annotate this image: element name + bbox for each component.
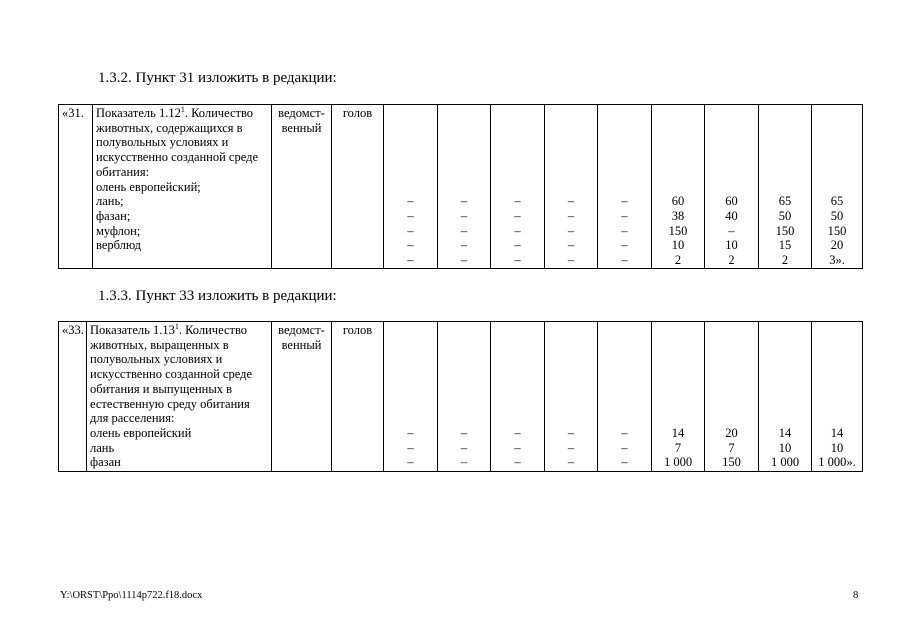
value-column: – – – – – bbox=[598, 105, 652, 269]
indicator-description: Показатель 1.13$^1$. Количество животных, выращенных в полувольных условиях и искусственно созданной среде обитания и выпущенных в естественную среду обитания для расселения: олень европейский лань фазан bbox=[87, 322, 272, 472]
section-heading-33: 1.3.3. Пункт 33 изложить в редакции: bbox=[98, 288, 337, 304]
value-column: – – – bbox=[438, 322, 491, 472]
indicator-table-33 bbox=[58, 321, 863, 472]
data-source: ведомст-венный bbox=[272, 105, 332, 269]
value-column: 65 50 150 20 3». bbox=[812, 105, 863, 269]
value-column: 20 7 150 bbox=[705, 322, 759, 472]
value-column: 14 10 1 000 bbox=[759, 322, 812, 472]
table-row bbox=[59, 322, 863, 472]
value-column: 14 10 1 000». bbox=[812, 322, 863, 472]
value-column: 14 7 1 000 bbox=[652, 322, 705, 472]
value-column: – – – bbox=[384, 322, 438, 472]
value-column: – – – bbox=[491, 322, 545, 472]
unit: голов bbox=[332, 322, 384, 472]
unit: голов bbox=[332, 105, 384, 269]
value-column: – – – bbox=[598, 322, 652, 472]
value-column: – – – bbox=[545, 322, 598, 472]
value-column: – – – – – bbox=[545, 105, 598, 269]
row-number: «31. bbox=[59, 105, 93, 269]
data-source: ведомст-венный bbox=[272, 322, 332, 472]
value-column: – – – – – bbox=[491, 105, 545, 269]
indicator-description: Показатель 1.12$^1$. Количество животных, содержащихся в полувольных условиях и искусственно созданной среде обитания: олень европейский; лань; фазан; муфлон; верблюд bbox=[93, 105, 272, 269]
value-column: – – – – – bbox=[384, 105, 438, 269]
value-column: 60 40 – 10 2 bbox=[705, 105, 759, 269]
value-column: 65 50 150 15 2 bbox=[759, 105, 812, 269]
value-column: – – – – – bbox=[438, 105, 491, 269]
page-number: 8 bbox=[853, 590, 859, 601]
indicator-table-31 bbox=[58, 104, 863, 269]
value-column: 60 38 150 10 2 bbox=[652, 105, 705, 269]
section-heading-31: 1.3.2. Пункт 31 изложить в редакции: bbox=[98, 70, 337, 86]
table-row bbox=[59, 105, 863, 269]
footer-file-path: Y:\ORST\Ppo\1114p722.f18.docx bbox=[60, 590, 203, 601]
row-number: «33. bbox=[59, 322, 87, 472]
